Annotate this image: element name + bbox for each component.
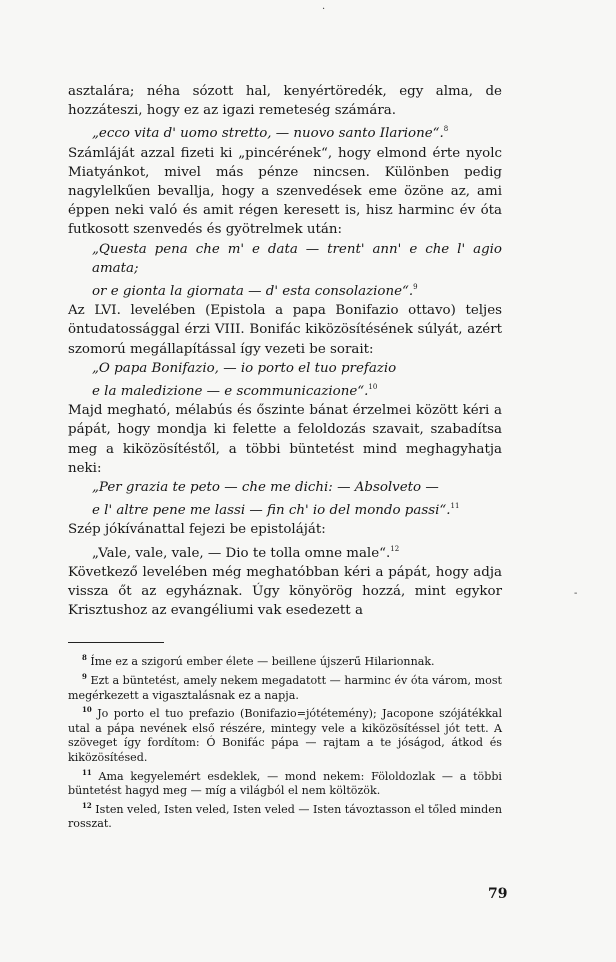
footnote-rule (68, 642, 164, 643)
footnote (68, 651, 502, 670)
body-paragraph (68, 82, 502, 120)
footnotes (68, 651, 502, 832)
verse-line (68, 240, 502, 278)
footnote (68, 703, 502, 765)
paragraph-text: Szép jókívánattal fejezi be epistoláját: (68, 522, 326, 538)
page-number: 79 (488, 886, 508, 902)
verse-line (68, 278, 502, 301)
body-paragraph (68, 520, 502, 539)
paragraph-text: or e gionta la giornata — d' esta consolazione“. (92, 284, 414, 300)
footnote-number: 12 (82, 800, 92, 810)
paragraph-text: „ecco vita d' uomo stretto, — nuovo santo Ilarione“. (92, 126, 444, 142)
verse-line (68, 540, 502, 563)
footnote (68, 799, 502, 832)
paragraph-text: Következő levelében még meghatóbban kéri a pápát, hogy adja vissza őt az egyháznak. Úgy könyörög hozzá, mint egykor Krisztushoz az evangéliumi vak esedezett a (68, 564, 502, 619)
verse-line (68, 120, 502, 143)
footnote-text: Ama kegyelemért esdeklek, — mond nekem: Föloldozlak — a többi büntetést hagyd meg — míg a világból el nem költözök. (68, 769, 502, 798)
footnote (68, 670, 502, 703)
footnote (68, 766, 502, 799)
paragraph-text: „Questa pena che m' e data — trent' ann' e che l' agio amata; (92, 241, 502, 276)
paragraph-text: e l' altre pene me lassi — fin ch' io del mondo passi“. (92, 503, 451, 519)
verse-line (68, 497, 502, 520)
paragraph-text: „Vale, vale, vale, — Dio te tolla omne male“. (92, 545, 391, 561)
paragraph-text: „Per grazia te peto — che me dichi: — Absolveto — (92, 480, 439, 496)
scan-dot-top: · (322, 4, 326, 15)
footnote-ref: 11 (450, 502, 460, 511)
footnote-number: 11 (82, 767, 92, 777)
footnote-text: Isten veled, Isten veled, Isten veled — Isten távoztasson el tőled minden rosszat. (68, 802, 502, 831)
paragraph-text: Számláját azzal fizeti ki „pincérének“, hogy elmond érte nyolc Miatyánkot, mivel más pénze nincsen. Különben pedig nagylelkűen bevallja, hogy a szenvedések eme özöne az, ami éppen neki való és amit régen keresett is, hisz harminc év óta futkosott szenvedés és gyötrelmek után: (68, 145, 502, 238)
scan-dot-right: - (574, 588, 578, 599)
verse-line (68, 478, 502, 497)
body-paragraph (68, 301, 502, 359)
footnote-number: 9 (82, 672, 87, 682)
paragraph-text: Majd megható, mélabús és őszinte bánat érzelmei között kéri a pápát, hogy mondja ki felette a feloldozás szavait, szabadítsa meg a kiközösítéstől, a többi büntetést mind meghagyhatja neki: (68, 403, 502, 476)
verse-line (68, 359, 502, 378)
main-text (68, 82, 502, 620)
footnote-text: Jo porto el tuo prefazio (Bonifazio=jótétemény); Jacopone szójátékkal utal a pápa nevének első részére, mintegy vele a kiközösítéssel jót tett. A szöveget így fordítom: Ó Bonifác pápa — rajtam a te jóságod, átkod és kiközösítésed. (68, 707, 502, 765)
paragraph-text: „O papa Bonifazio, — io porto el tuo prefazio (92, 360, 397, 376)
footnote-number: 8 (82, 653, 87, 663)
footnote-text: Íme ez a szigorú ember élete — beillene újszerű Hilarionnak. (90, 655, 435, 669)
footnote-ref: 10 (368, 383, 378, 392)
footnote-number: 10 (82, 705, 92, 715)
footnote-ref: 9 (413, 283, 418, 292)
footnote-ref: 12 (390, 544, 400, 553)
book-page (68, 82, 502, 832)
paragraph-text: Az LVI. levelében (Epistola a papa Bonifazio ottavo) teljes öntudatossággal érzi VIII. Bonifác kiközösítésének súlyát, azért szomorú megállapítással így vezeti be sorait: (68, 303, 502, 357)
footnote-text: Ezt a büntetést, amely nekem megadatott — harminc év óta várom, most megérkezett a vigasztalásnak ez a napja. (68, 674, 503, 702)
verse-line (68, 378, 502, 401)
body-paragraph (68, 401, 502, 478)
paragraph-text: asztalára; néha sózott hal, kenyértöredék, egy alma, de hozzáteszi, hogy ez az igazi remeteség számára. (68, 84, 502, 119)
body-paragraph (68, 563, 502, 621)
paragraph-text: e la maledizione — e scommunicazione“. (92, 384, 369, 400)
body-paragraph (68, 144, 502, 240)
footnote-ref: 8 (443, 125, 449, 134)
